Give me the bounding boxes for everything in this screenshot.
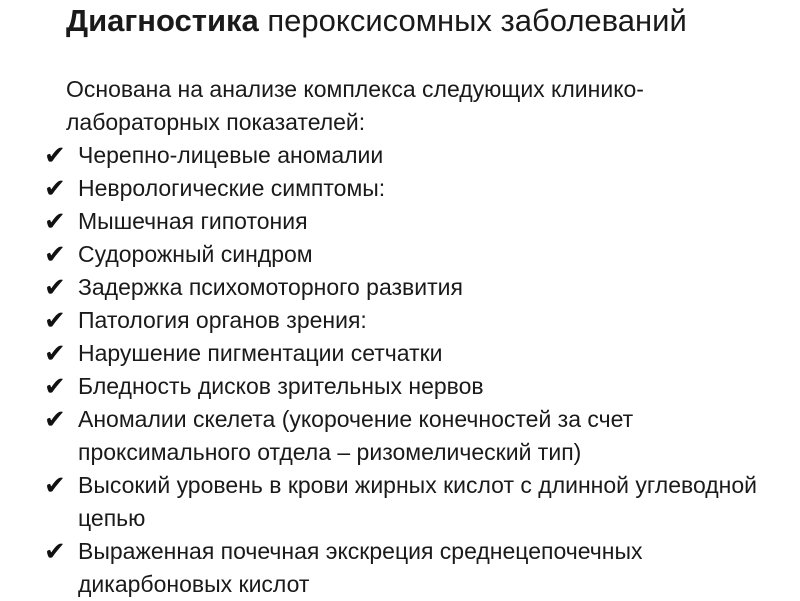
list-item-text: Аномалии скелета (укорочение конечностей за счет проксимального отдела – ризомелический тип) (78, 406, 634, 465)
list-item-text: Нарушение пигментации сетчатки (78, 340, 443, 366)
slide-title-rest: пероксисомных заболеваний (258, 3, 687, 38)
list-item-text: Неврологические симптомы: (78, 175, 386, 201)
list-item-text: Высокий уровень в крови жирных кислот с длинной углеводной цепью (78, 472, 757, 531)
list-item (44, 304, 784, 337)
checkmark-icon: ✔ (44, 404, 66, 434)
checkmark-icon: ✔ (44, 338, 66, 368)
list-item-text: Бледность дисков зрительных нервов (78, 373, 484, 399)
checkmark-icon: ✔ (44, 239, 66, 269)
checkmark-icon: ✔ (44, 371, 66, 401)
intro-text: Основана на анализе комплекса следующих клинико-лабораторных показателей: (66, 76, 644, 135)
list-item (44, 403, 784, 469)
slide-title (66, 2, 766, 40)
checkmark-icon: ✔ (44, 536, 66, 566)
checkmark-icon: ✔ (44, 272, 66, 302)
list-item (44, 535, 784, 601)
checkmark-icon: ✔ (44, 206, 66, 236)
list-item-text: Черепно-лицевые аномалии (78, 142, 384, 168)
list-item (44, 205, 784, 238)
checkmark-icon: ✔ (44, 173, 66, 203)
list-item (44, 172, 784, 205)
criteria-list (44, 139, 784, 601)
list-item-text: Патология органов зрения: (78, 307, 367, 333)
checkmark-icon: ✔ (44, 470, 66, 500)
list-item-text: Задержка психомоторного развития (78, 274, 463, 300)
list-item-text: Выраженная почечная экскреция среднецепочечных дикарбоновых кислот (78, 538, 643, 597)
list-item (44, 238, 784, 271)
list-item-text: Судорожный синдром (78, 241, 313, 267)
list-item (44, 139, 784, 172)
list-item (44, 337, 784, 370)
checkmark-icon: ✔ (44, 140, 66, 170)
checkmark-icon: ✔ (44, 305, 66, 335)
list-item-text: Мышечная гипотония (78, 208, 308, 234)
slide-title-bold: Диагностика (66, 3, 259, 38)
list-item (44, 469, 784, 535)
list-item (44, 370, 784, 403)
list-item (44, 271, 784, 304)
